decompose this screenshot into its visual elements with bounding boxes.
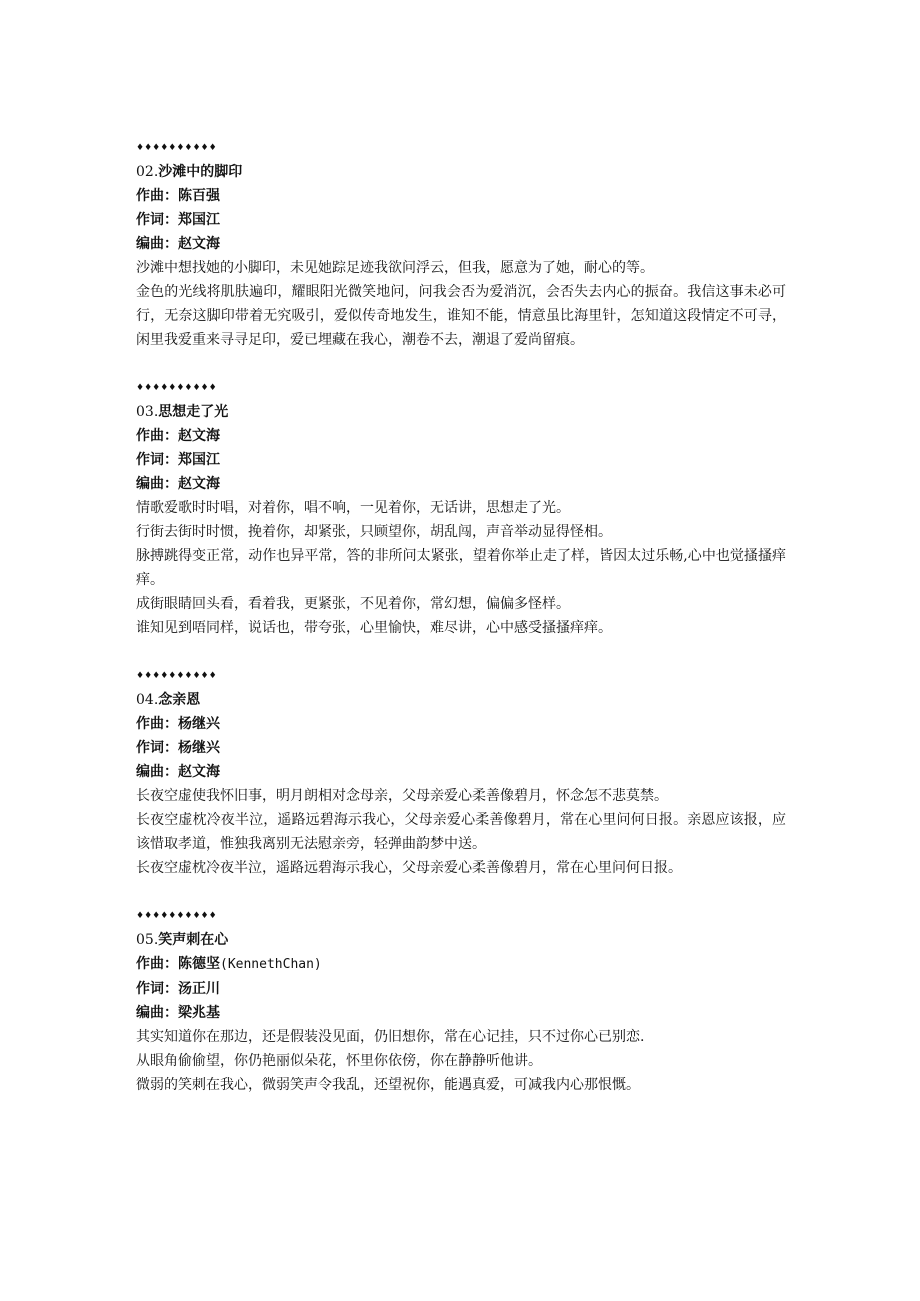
arranger-label: 编曲：	[136, 476, 178, 492]
song-title-text: 沙滩中的脚印	[158, 164, 243, 180]
lyric-line: 长夜空虚使我怀旧事，明月朗相对念母亲，父母亲爱心柔善像碧月，怀念怎不悲莫禁。	[136, 788, 668, 804]
composer-label: 作曲：	[136, 188, 178, 204]
lyric-line: 长夜空虚枕冷夜半泣，遥路远碧海示我心，父母亲爱心柔善像碧月，常在心里问何日报。亲恩应该报，应该惜取孝道，惟独我离别无法慰亲旁，轻弹曲韵梦中送。	[136, 812, 786, 852]
lyricist-credit	[136, 208, 786, 232]
lyric-line: 谁知见到唔同样，说话也，带夸张，心里愉快，难尽讲，心中感受搔搔痒痒。	[136, 620, 612, 636]
lyricist-credit	[136, 977, 786, 1001]
composer-english-name: (KennethChan)	[220, 957, 322, 972]
song-title	[136, 160, 786, 184]
composer-credit	[136, 184, 786, 208]
lyricist-credit	[136, 448, 786, 472]
lyric-line: 长夜空虚枕冷夜半泣，遥路远碧海示我心，父母亲爱心柔善像碧月，常在心里问何日报。	[136, 860, 682, 876]
lyricist-label: 作词：	[136, 452, 178, 468]
lyric-line: 脉搏跳得变正常，动作也异平常，答的非所问太紧张，望着你举止走了样，皆因太过乐畅,心中也觉搔搔痒痒。	[136, 548, 786, 588]
arranger-credit	[136, 1001, 786, 1025]
song-title	[136, 400, 786, 424]
arranger-name: 赵文海	[178, 236, 220, 252]
separator-diamonds: ♦♦♦♦♦♦♦♦♦♦	[136, 143, 217, 153]
lyric-line: 从眼角偷偷望，你仍艳丽似朵花，怀里你依傍，你在静静听他讲。	[136, 1053, 542, 1069]
composer-name: 陈百强	[178, 188, 220, 204]
arranger-label: 编曲：	[136, 764, 178, 780]
song-number: 05.	[136, 932, 159, 948]
song-block	[136, 664, 786, 880]
composer-credit	[136, 424, 786, 448]
lyricist-name: 郑国江	[178, 212, 220, 228]
song-block	[136, 376, 786, 640]
separator-diamonds: ♦♦♦♦♦♦♦♦♦♦	[136, 383, 217, 393]
separator-diamonds: ♦♦♦♦♦♦♦♦♦♦	[136, 671, 217, 681]
lyricist-label: 作词：	[136, 740, 178, 756]
song-title	[136, 688, 786, 712]
song-number: 04.	[136, 692, 159, 708]
lyric-line: 金色的光线将肌肤遍印，耀眼阳光微笑地问，问我会否为爱消沉，会否失去内心的振奋。我信这事未必可行，无奈这脚印带着无究吸引，爱似传奇地发生，谁知不能，情意虽比海里针，怎知道这段情定不可寻，闲里我爱重来寻寻足印，爱已埋藏在我心，潮卷不去，潮退了爱尚留痕。	[136, 284, 786, 348]
separator-diamonds: ♦♦♦♦♦♦♦♦♦♦	[136, 911, 217, 921]
lyric-line: 成街眼睛回头看，看着我，更紧张，不见着你，常幻想，偏偏多怪样。	[136, 596, 570, 612]
arranger-credit	[136, 232, 786, 256]
song-number: 02.	[136, 164, 159, 180]
lyricist-credit	[136, 736, 786, 760]
arranger-name: 赵文海	[178, 476, 220, 492]
composer-name: 杨继兴	[178, 716, 220, 732]
lyricist-name: 杨继兴	[178, 740, 220, 756]
lyric-line: 情歌爱歌时时唱，对着你，唱不响，一见着你，无话讲，思想走了光。	[136, 500, 570, 516]
document-page	[136, 136, 786, 1121]
song-block	[136, 904, 786, 1097]
song-block	[136, 136, 786, 352]
song-title-text: 笑声刺在心	[158, 932, 229, 948]
song-number: 03.	[136, 404, 159, 420]
lyricist-name: 郑国江	[178, 452, 220, 468]
arranger-label: 编曲：	[136, 236, 178, 252]
composer-name: 陈德坚	[178, 956, 220, 972]
song-title	[136, 928, 786, 952]
arranger-name: 赵文海	[178, 764, 220, 780]
lyric-line: 微弱的笑刺在我心，微弱笑声令我乱，还望祝你，能遇真爱，可减我内心那恨慨。	[136, 1077, 640, 1093]
composer-label: 作曲：	[136, 428, 178, 444]
lyricist-name: 汤正川	[178, 981, 220, 997]
lyric-line: 其实知道你在那边，还是假装没见面，仍旧想你，常在心记挂，只不过你心已别恋.	[136, 1029, 645, 1045]
arranger-name: 梁兆基	[178, 1005, 220, 1021]
composer-label: 作曲：	[136, 956, 178, 972]
lyricist-label: 作词：	[136, 981, 178, 997]
song-title-text: 念亲恩	[158, 692, 201, 708]
composer-name: 赵文海	[178, 428, 220, 444]
lyric-line: 行街去街时时惯，挽着你，却紧张，只顾望你，胡乱闯，声音举动显得怪相。	[136, 524, 612, 540]
composer-credit	[136, 712, 786, 736]
arranger-label: 编曲：	[136, 1005, 178, 1021]
composer-credit	[136, 952, 786, 977]
arranger-credit	[136, 472, 786, 496]
composer-label: 作曲：	[136, 716, 178, 732]
lyric-line: 沙滩中想找她的小脚印，未见她踪足迹我欲问浮云，但我，愿意为了她，耐心的等。	[136, 260, 654, 276]
arranger-credit	[136, 760, 786, 784]
lyricist-label: 作词：	[136, 212, 178, 228]
song-title-text: 思想走了光	[158, 404, 229, 420]
